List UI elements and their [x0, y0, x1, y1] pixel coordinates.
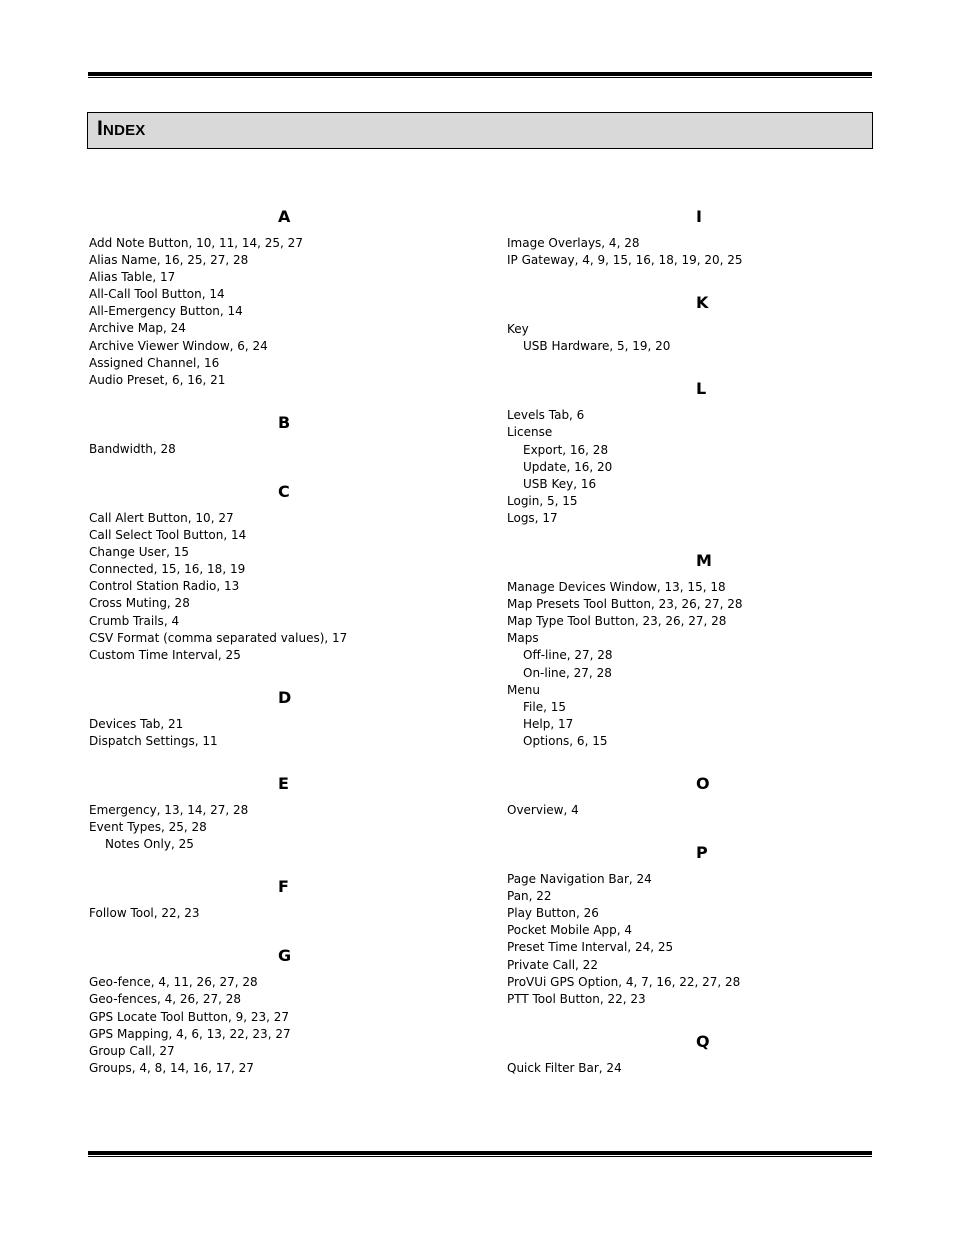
index-section-b	[89, 411, 481, 480]
index-entry: Map Type Tool Button, 23, 26, 27, 28	[507, 614, 727, 629]
section-gap	[89, 922, 481, 944]
section-gap	[507, 527, 899, 549]
index-section-f	[89, 875, 481, 944]
section-letter-heading: F	[278, 877, 289, 897]
index-entry: CSV Format (comma separated values), 17	[89, 630, 348, 645]
index-entry: Cross Muting, 28	[89, 596, 190, 611]
section-letter-heading: O	[696, 773, 710, 793]
index-entry: License	[507, 425, 553, 440]
index-entry: Map Presets Tool Button, 23, 26, 27, 28	[507, 597, 743, 612]
index-section-c	[89, 480, 481, 686]
section-letter-heading: D	[278, 687, 292, 707]
index-section-o	[507, 772, 899, 841]
index-section-e	[89, 772, 481, 875]
index-entry: Follow Tool, 22, 23	[89, 906, 200, 921]
index-entry: Devices Tab, 21	[89, 716, 184, 731]
index-subentry: USB Key, 16	[523, 476, 597, 491]
section-letter-heading: P	[696, 843, 708, 863]
index-entry: Control Station Radio, 13	[89, 579, 240, 594]
index-entry: All-Call Tool Button, 14	[89, 287, 225, 302]
index-entry: Login, 5, 15	[507, 493, 578, 508]
index-entry: Audio Preset, 6, 16, 21	[89, 372, 226, 387]
index-entry: Private Call, 22	[507, 957, 598, 972]
section-letter-heading: K	[696, 293, 709, 313]
index-entry: Page Navigation Bar, 24	[507, 872, 652, 887]
index-entry: Crumb Trails, 4	[89, 613, 180, 628]
section-gap	[507, 269, 899, 291]
index-entry: Maps	[507, 631, 539, 646]
section-gap	[507, 750, 899, 772]
index-entry: GPS Mapping, 4, 6, 13, 22, 23, 27	[89, 1026, 291, 1041]
index-entry: Pan, 22	[507, 889, 552, 904]
section-gap	[89, 458, 481, 480]
index-section-d	[89, 686, 481, 772]
index-entry: Change User, 15	[89, 545, 190, 560]
index-entry: All-Emergency Button, 14	[89, 304, 243, 319]
index-subentry: Update, 16, 20	[523, 459, 613, 474]
section-letter-heading: G	[278, 946, 292, 966]
index-entry: Menu	[507, 682, 540, 697]
index-entry: Alias Name, 16, 25, 27, 28	[89, 253, 249, 268]
index-section-k	[507, 291, 899, 377]
section-gap	[89, 664, 481, 686]
section-gap	[89, 389, 481, 411]
index-subentry: File, 15	[523, 699, 566, 714]
index-entry: Key	[507, 322, 529, 337]
index-entry: Event Types, 25, 28	[89, 820, 207, 835]
index-entry: Archive Map, 24	[89, 321, 186, 336]
index-subentry: Options, 6, 15	[523, 733, 608, 748]
index-entry: Pocket Mobile App, 4	[507, 923, 633, 938]
section-letter-heading: I	[696, 207, 702, 226]
section-gap	[89, 853, 481, 875]
index-entry: Archive Viewer Window, 6, 24	[89, 338, 268, 353]
index-entry: Image Overlays, 4, 28	[507, 236, 640, 250]
page-title: Index	[97, 117, 146, 140]
section-letter-heading: L	[696, 379, 707, 399]
index-entry: Custom Time Interval, 25	[89, 647, 241, 662]
index-subentry: Off-line, 27, 28	[523, 648, 613, 663]
index-entry: IP Gateway, 4, 9, 15, 16, 18, 19, 20, 25	[507, 253, 743, 268]
index-entry: Quick Filter Bar, 24	[507, 1060, 622, 1075]
section-gap	[507, 819, 899, 841]
index-subentry: On-line, 27, 28	[523, 665, 612, 680]
index-entry: Manage Devices Window, 13, 15, 18	[507, 580, 726, 595]
index-entry: Group Call, 27	[89, 1043, 175, 1058]
section-gap	[507, 355, 899, 377]
index-entry: PTT Tool Button, 22, 23	[507, 991, 646, 1006]
index-section-m	[507, 549, 899, 772]
index-entry: ProVUi GPS Option, 4, 7, 16, 22, 27, 28	[507, 974, 741, 989]
index-left-column	[89, 205, 481, 1077]
index-entry: Emergency, 13, 14, 27, 28	[89, 802, 249, 817]
index-entry: Groups, 4, 8, 14, 16, 17, 27	[89, 1060, 254, 1075]
index-entry: Dispatch Settings, 11	[89, 733, 218, 748]
index-section-l	[507, 377, 899, 549]
section-gap	[507, 1008, 899, 1030]
index-entry: Assigned Channel, 16	[89, 355, 220, 370]
section-letter-heading: E	[278, 773, 289, 793]
index-entry: Geo-fence, 4, 11, 26, 27, 28	[89, 975, 258, 990]
index-entry: Connected, 15, 16, 18, 19	[89, 562, 246, 577]
title-banner	[87, 112, 873, 149]
section-letter-heading: A	[278, 207, 291, 226]
index-entry: Call Select Tool Button, 14	[89, 528, 247, 543]
bottom-rule	[88, 1151, 872, 1157]
index-section-q	[507, 1030, 899, 1077]
index-section-g	[89, 944, 481, 1077]
index-subentry: Notes Only, 25	[105, 837, 194, 852]
index-entry: GPS Locate Tool Button, 9, 23, 27	[89, 1009, 290, 1024]
index-entry: Bandwidth, 28	[89, 441, 176, 456]
index-subentry: Help, 17	[523, 716, 574, 731]
section-letter-heading: M	[696, 551, 712, 571]
section-gap	[89, 750, 481, 772]
index-entry: Call Alert Button, 10, 27	[89, 510, 234, 525]
section-letter-heading: B	[278, 412, 291, 432]
section-letter-heading: C	[278, 481, 290, 501]
index-entry: Geo-fences, 4, 26, 27, 28	[89, 992, 241, 1007]
index-section-p	[507, 841, 899, 1030]
index-entry: Levels Tab, 6	[507, 408, 585, 423]
section-letter-heading: Q	[696, 1031, 710, 1051]
index-right-column	[507, 205, 899, 1077]
index-subentry: Export, 16, 28	[523, 442, 609, 457]
index-entry: Add Note Button, 10, 11, 14, 25, 27	[89, 236, 303, 250]
index-subentry: USB Hardware, 5, 19, 20	[523, 339, 671, 354]
index-entry: Preset Time Interval, 24, 25	[507, 940, 674, 955]
index-section-a	[89, 205, 481, 411]
index-entry: Overview, 4	[507, 802, 579, 817]
index-entry: Play Button, 26	[507, 906, 599, 921]
index-section-i	[507, 205, 899, 291]
index-entry: Logs, 17	[507, 510, 558, 525]
index-entry: Alias Table, 17	[89, 270, 176, 285]
top-rule	[88, 72, 872, 78]
